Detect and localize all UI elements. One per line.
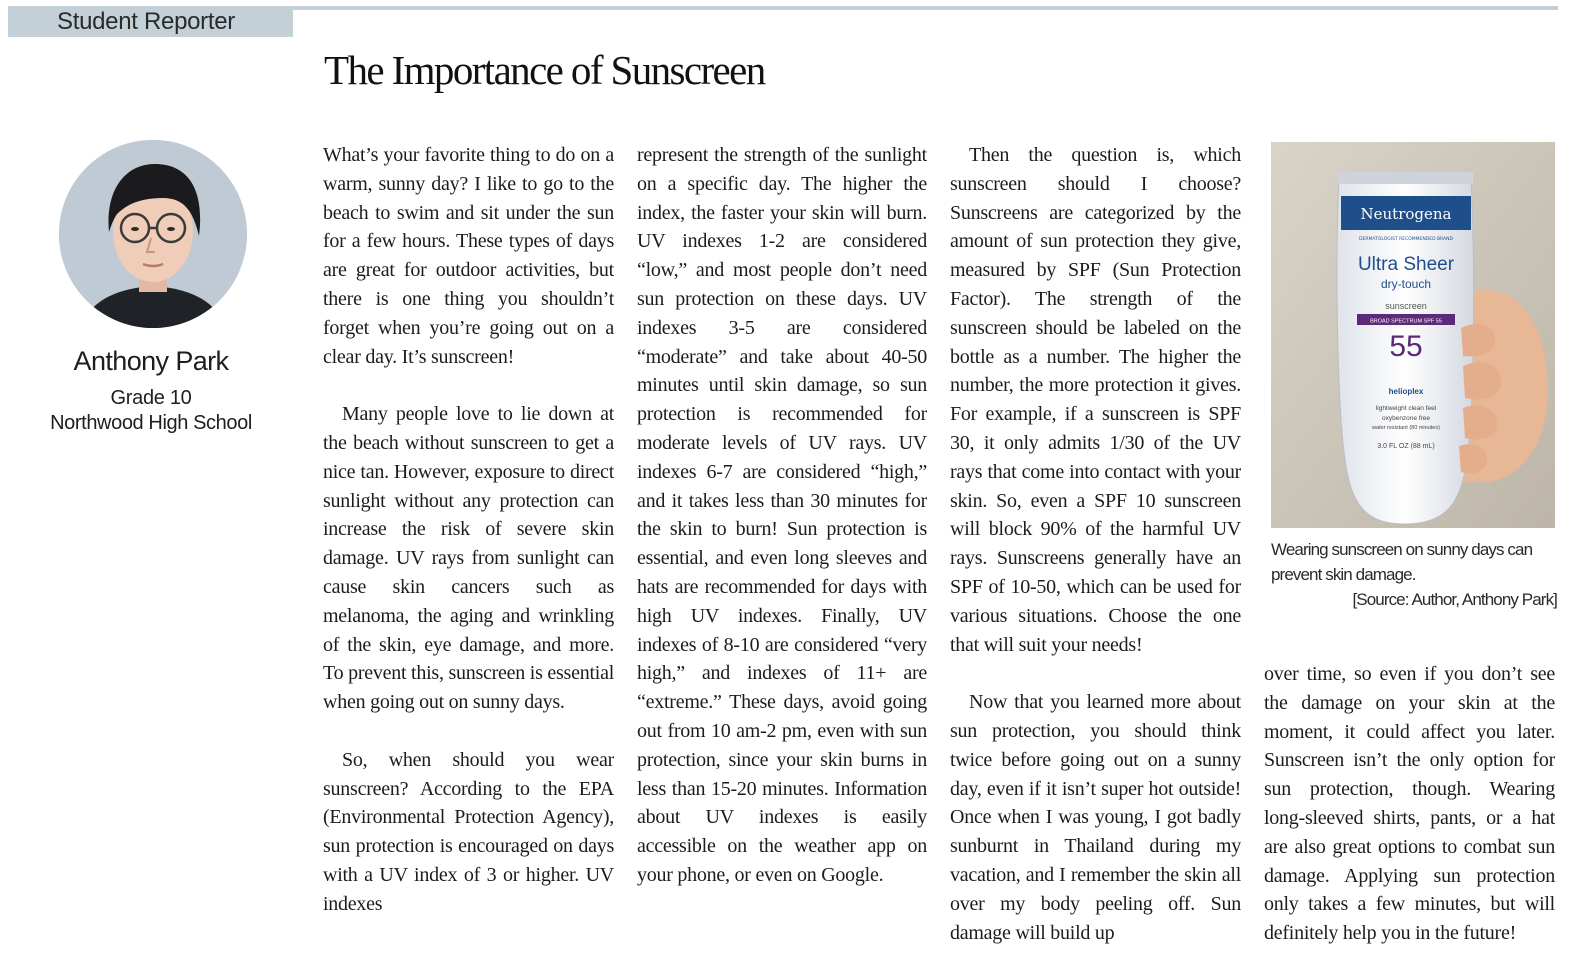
product-spf-band-text: BROAD SPECTRUM SPF 55 xyxy=(1370,318,1442,325)
product-name-text: Ultra Sheer xyxy=(1357,254,1455,275)
paragraph: So, when should you wear sunscreen? According to the EPA (Environmental Protection Agency), sun protection is encouraged on days with a UV index of 3 or higher. UV indexes xyxy=(323,748,614,915)
author-name: Anthony Park xyxy=(73,346,229,376)
product-feature-text: oxybenzone free xyxy=(1381,415,1431,422)
author-portrait xyxy=(59,140,247,328)
product-tech-text: helioplex xyxy=(1388,387,1424,396)
photo-source: [Source: Author, Anthony Park] xyxy=(1352,590,1557,609)
article-column-2 xyxy=(637,141,927,951)
article-column-1 xyxy=(323,141,614,951)
caption-text: Wearing sunscreen on sunny days can prevent skin damage. xyxy=(1271,540,1533,584)
product-spf-text: 55 xyxy=(1389,330,1423,363)
photo-caption xyxy=(1271,537,1557,612)
product-type-text: sunscreen xyxy=(1385,301,1427,311)
paragraph: over time, so even if you don’t see the damage on your skin at the moment, it could affect you later. Sunscreen isn’t the only option for sun protection, though. Wearing long-sleeved shirts, pants, or a hat are also great options to combat sun damage. Applying sun protection only takes a few minutes, but will definitely help you in the future! xyxy=(1264,663,1555,945)
section-label: Student Reporter xyxy=(57,8,235,35)
paragraph: What’s your favorite thing to do on a warm, sunny day? I like to go to the beach to swim and sit under the sun for a few hours. These types of days are great for outdoor activities, but there is one thing you shouldn’t forget when you’re going out on a clear day. It’s sunscreen! xyxy=(323,144,614,368)
paragraph: represent the strength of the sunlight on a specific day. The higher the index, the faster your skin will burn. UV indexes 1-2 are considered “low,” and most people don’t need sun protection on these days. UV indexes 3-5 are considered “moderate” and take about 40-50 minutes until skin damage, so sun protection is recommended for moderate levels of UV rays. UV indexes 6-7 are considered “high,” and it takes less than 30 minutes for the skin to burn! Sun protection is essential, and even long sleeves and hats are recommended for days with high UV indexes. Finally, UV indexes of 8-10 are considered “very high,” and indexes of 11+ are “extreme.” These days, avoid going out from 10 am-2 pm, even with sun protection, since your skin burns in less than 15-20 minutes. Information about UV indexes is easily accessible on the weather app on your phone, or even on Google. xyxy=(637,144,927,886)
article-column-4 xyxy=(1264,660,1555,950)
product-feature-text: lightweight clean feel xyxy=(1375,405,1437,412)
paragraph: Many people love to lie down at the beach without sunscreen to get a nice tan. However, exposure to direct sunlight without any protection can increase the risk of severe skin damage. UV rays from sunlight can cause skin cancers such as melanoma, the aging and wrinkling of the skin, eye damage, and more. To prevent this, sunscreen is essential when going out on sunny days. xyxy=(323,403,614,714)
product-tagline-text: DERMATOLOGIST RECOMMENDED BRAND xyxy=(1359,237,1453,242)
article-headline: The Importance of Sunscreen xyxy=(324,47,765,93)
paragraph: Then the question is, which sunscreen should I choose? Sunscreens are categorized by the amount of sun protection they give, measured by SPF (Sun Protection Factor). The strength of the sunscreen should be labeled on the bottle as a number. The higher the number, the more protection it gives. For example, if a sunscreen is SPF 30, it only admits 1/30 of the UV rays that come into contact with your skin. So, even a SPF 10 sunscreen will block 90% of the harmful UV rays. Sunscreens generally have an SPF of 10-50, which can be used for various situations. Choose the one that will suit your needs! xyxy=(950,144,1241,656)
paragraph: Now that you learned more about sun protection, you should think twice before going out on a sunny day, even if it isn’t super hot outside! Once when I was young, I got badly sunburnt in Thailand during my vacation, and I remember the skin all over my body peeling off. Sun damage will build up xyxy=(950,691,1241,944)
author-grade: Grade 10 xyxy=(110,387,192,409)
product-size-text: 3.0 FL OZ (88 mL) xyxy=(1377,443,1435,450)
product-brand-text: Neutrogena xyxy=(1360,205,1452,223)
author-school: Northwood High School xyxy=(50,412,252,434)
header-rule xyxy=(293,6,1558,10)
article-column-3 xyxy=(950,141,1241,951)
product-variant-text: dry-touch xyxy=(1380,277,1432,291)
product-feature-text: water resistant (80 minutes) xyxy=(1372,425,1440,431)
sunscreen-photo xyxy=(1271,142,1555,528)
